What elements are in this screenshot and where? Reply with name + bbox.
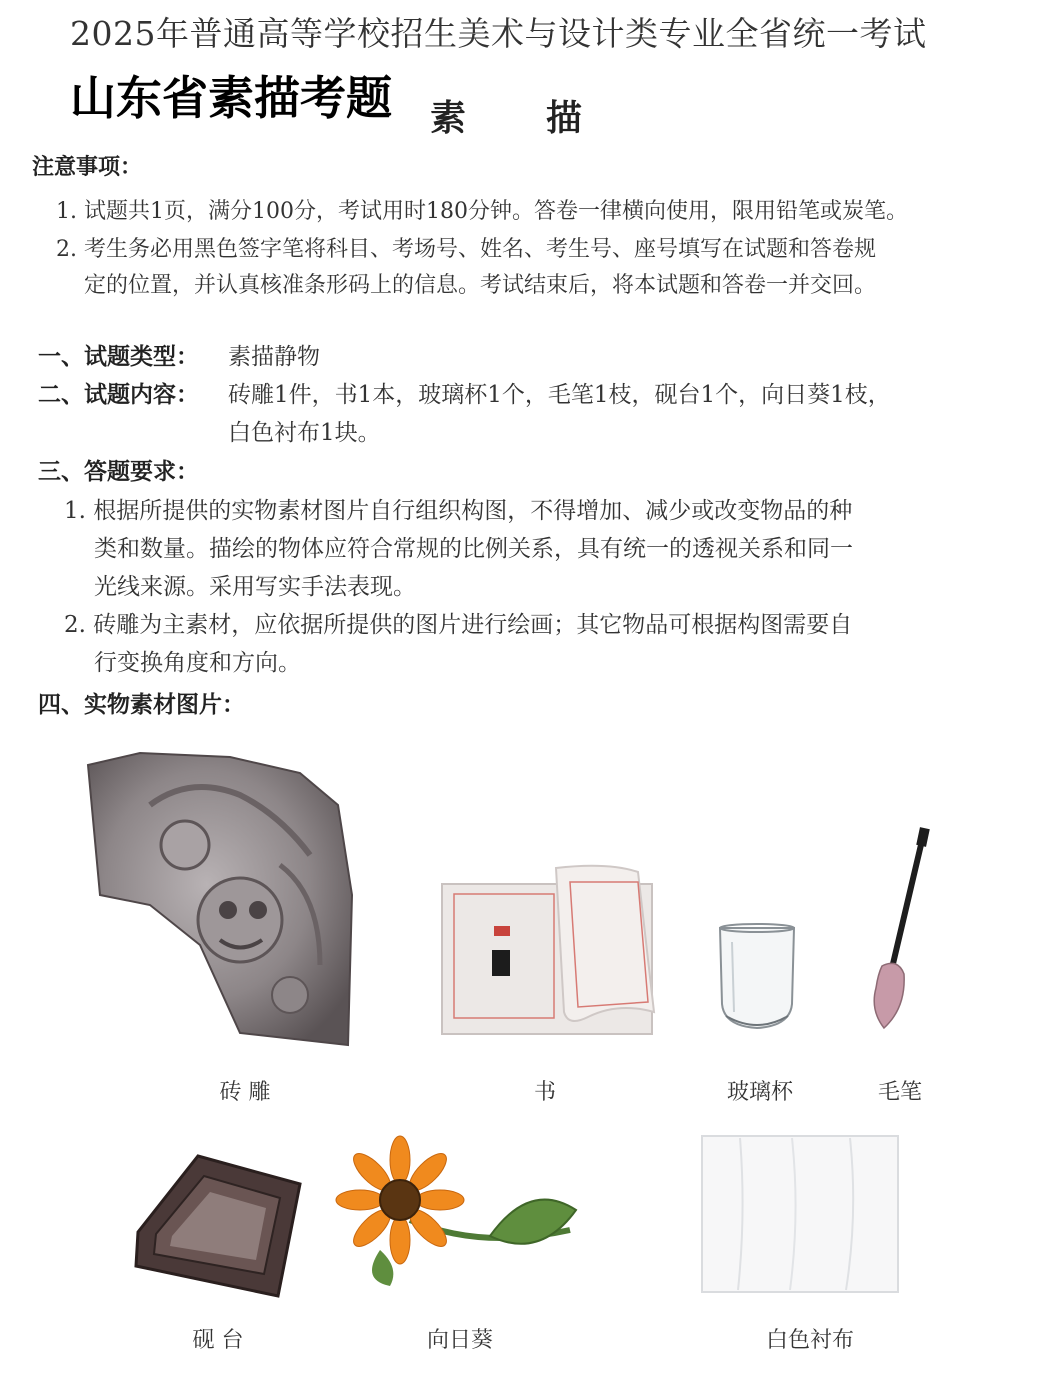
caption-glass: 玻璃杯 [726,1080,793,1105]
brick-carving-image [80,745,370,1055]
notice-heading: 注意事项： [32,154,143,180]
caption-book: 书 [533,1080,556,1105]
glass-image [712,922,802,1034]
requirement-line: 行变换角度和方向。 [94,650,301,676]
section-content-line1: 砖雕1件，书1本，玻璃杯1个，毛笔1枝，砚台1个，向日葵1枝， [228,382,891,408]
section-content-line2: 白色衬布1块。 [228,420,381,446]
caption-brick-carving: 砖 雕 [219,1080,271,1105]
caption-white-cloth: 白色衬布 [765,1328,854,1353]
subject-title: 素描 [430,97,663,139]
overlay-title: 山东省素描考题 [64,62,398,128]
section-content-label: 二、试题内容： [38,381,199,408]
section-requirements-label: 三、答题要求： [38,458,199,485]
requirement-line: 1. 根据所提供的实物素材图片自行组织构图，不得增加、减少或改变物品的种 [64,498,853,524]
white-cloth-image [700,1134,900,1294]
notice-item-2-cont: 定的位置，并认真核准条形码上的信息。考试结束后，将本试题和答卷一并交回。 [84,273,877,298]
requirement-line: 类和数量。描绘的物体应符合常规的比例关系，具有统一的透视关系和同一 [94,536,853,562]
caption-sunflower: 向日葵 [426,1328,493,1353]
notice-item-1: 1. 试题共1页，满分100分，考试用时180分钟。答卷一律横向使用，限用铅笔或炭笔。 [56,199,908,224]
inkstone-image [128,1148,308,1298]
book-image [438,862,662,1037]
caption-inkstone: 砚 台 [192,1328,244,1353]
section-type-value: 素描静物 [228,344,320,370]
exam-title: 2025年普通高等学校招生美术与设计类专业全省统一考试 [70,14,927,53]
brush-image [858,828,938,1038]
notice-item-2: 2. 考生务必用黑色签字笔将科目、考场号、姓名、考生号、座号填写在试题和答卷规 [56,237,876,262]
caption-brush: 毛笔 [877,1080,922,1105]
section-type-label: 一、试题类型： [38,343,199,370]
requirement-line: 2. 砖雕为主素材，应依据所提供的图片进行绘画；其它物品可根据构图需要自 [64,612,853,638]
sunflower-image [340,1140,580,1290]
requirement-line: 光线来源。采用写实手法表现。 [94,574,416,600]
section-images-label: 四、实物素材图片： [38,691,245,718]
